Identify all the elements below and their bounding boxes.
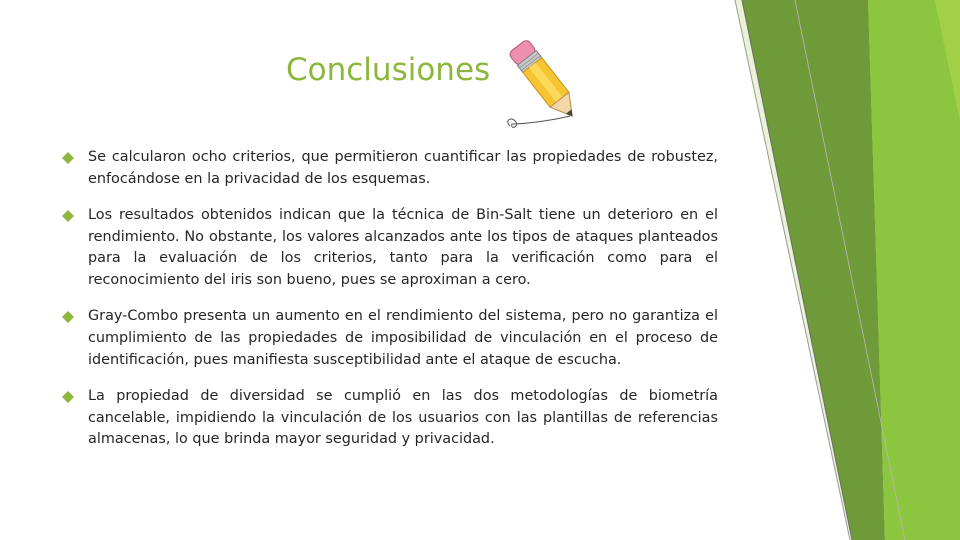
list-item	[62, 386, 718, 451]
diamond-bullet-icon	[62, 391, 74, 403]
list-item	[62, 205, 718, 292]
list-item	[62, 147, 718, 190]
decor-dark-band	[742, 0, 885, 540]
list-item-text: Gray-Combo presenta un aumento en el rendimiento del sistema, pero no garantiza el cumplimiento de las propiedades de imposibilidad de vinculación en el proceso de identificación, pues manifiesta susceptibilidad ante el ataque de escucha.	[88, 308, 718, 368]
pencil-icon	[500, 30, 590, 135]
pencil-scribble	[508, 116, 570, 127]
list-item	[62, 306, 718, 371]
conclusions-list	[62, 147, 718, 465]
diamond-bullet-icon	[62, 152, 74, 164]
diamond-bullet-icon	[62, 311, 74, 323]
diamond-bullet-icon	[62, 210, 74, 222]
slide-title: Conclusiones	[286, 52, 491, 88]
list-item-text: Los resultados obtenidos indican que la técnica de Bin-Salt tiene un deterioro en el rendimiento. No obstante, los valores alcanzados ante los tipos de ataques planteados para la evaluación de los criterios, tanto para la verificación como para el reconocimiento del iris son bueno, pues se aproximan a cero.	[88, 206, 718, 289]
list-item-text: La propiedad de diversidad se cumplió en las dos metodologías de biometría cancelable, impidiendo la vinculación de los usuarios con las plantillas de referencias almacenas, lo que brinda mayor seguridad y privacidad.	[88, 387, 718, 448]
list-item-text: Se calcularon ocho criterios, que permitieron cuantificar las propiedades de robustez, enfocándose en la privacidad de los esquemas.	[88, 149, 718, 187]
